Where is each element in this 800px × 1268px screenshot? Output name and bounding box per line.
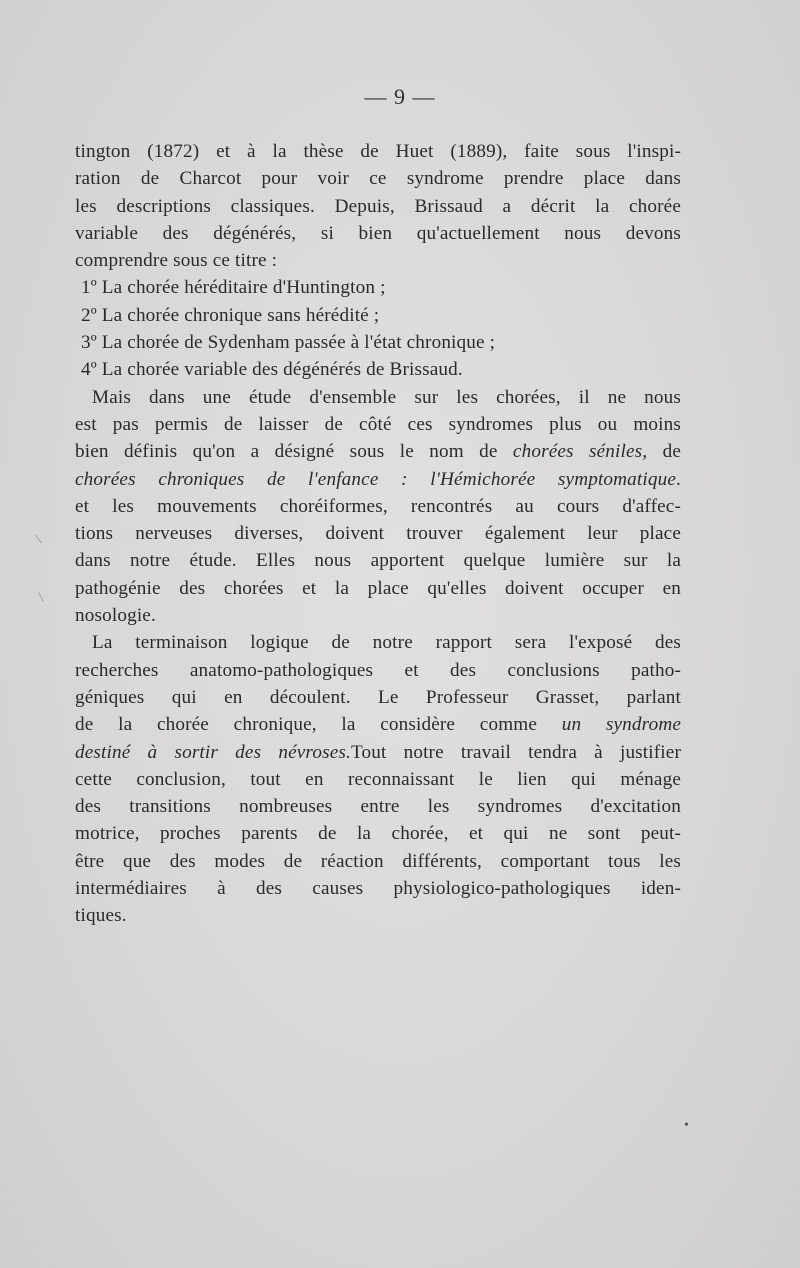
text-line bbox=[75, 848, 681, 875]
text-run: tions nerveuses diverses, doivent trouver également leur place bbox=[75, 523, 681, 545]
ink-speck: • bbox=[684, 1118, 689, 1133]
text-line bbox=[75, 493, 681, 520]
margin-mark: / bbox=[34, 590, 49, 605]
text-line bbox=[75, 411, 681, 438]
text-run: pathogénie des chorées et la place qu'elles doivent occuper en bbox=[75, 577, 681, 599]
text-line bbox=[75, 629, 681, 656]
text-run: les descriptions classiques. Depuis, Brissaud a décrit la chorée bbox=[75, 195, 681, 217]
text-line bbox=[75, 165, 681, 192]
text-line bbox=[75, 547, 681, 574]
text-line bbox=[75, 247, 681, 274]
text-line bbox=[75, 302, 681, 329]
text-run: géniques qui en découlent. Le Professeur Grasset, parlant bbox=[75, 686, 681, 708]
text-line bbox=[75, 274, 681, 301]
text-run: recherches anatomo-pathologiques et des conclusions patho- bbox=[75, 659, 681, 681]
text-run: dans notre étude. Elles nous apportent quelque lumière sur la bbox=[75, 550, 681, 572]
text-run: et les mouvements choréiformes, rencontrés au cours d'affec- bbox=[75, 495, 681, 517]
text-run: des transitions nombreuses entre les syndromes d'excitation bbox=[75, 796, 681, 818]
text-run: tington (1872) et à la thèse de Huet (1889), faite sous l'inspi- bbox=[75, 141, 681, 162]
text-run: être que des modes de réaction différents, comportant tous les bbox=[75, 850, 681, 872]
text-run: nosologie. bbox=[75, 605, 156, 627]
italic-text: chorées chroniques de l'enfance : l'Hémichorée symptomatique bbox=[75, 468, 677, 490]
italic-text: un syndrome bbox=[561, 714, 681, 736]
text-run: Tout notre travail tendra à justifier bbox=[350, 741, 681, 763]
text-line bbox=[75, 575, 681, 602]
text-run: La terminaison logique de notre rapport sera l'exposé des bbox=[92, 632, 681, 654]
text-run: ration de Charcot pour voir ce syndrome prendre place dans bbox=[75, 168, 681, 190]
text-line bbox=[75, 356, 681, 383]
margin-mark: / bbox=[32, 533, 47, 546]
text-line bbox=[75, 793, 681, 820]
text-line bbox=[75, 820, 681, 847]
text-line bbox=[75, 438, 681, 465]
text-run: 2º La chorée chronique sans hérédité ; bbox=[81, 304, 380, 326]
text-line bbox=[75, 902, 681, 929]
text-line bbox=[75, 711, 681, 738]
italic-text: destiné à sortir des névroses. bbox=[75, 741, 351, 763]
text-line bbox=[75, 466, 681, 493]
text-run: de bbox=[647, 441, 682, 463]
text-run: 3º La chorée de Sydenham passée à l'état chronique ; bbox=[81, 332, 496, 354]
text-run: motrice, proches parents de la chorée, et qui ne sont peut- bbox=[75, 823, 681, 845]
text-run: 1º La chorée héréditaire d'Huntington ; bbox=[81, 277, 386, 299]
italic-text: chorées séniles, bbox=[512, 441, 648, 463]
text-run: . bbox=[676, 468, 681, 490]
text-line bbox=[75, 138, 681, 165]
text-run: cette conclusion, tout en reconnaissant le lien qui ménage bbox=[75, 768, 681, 790]
text-line bbox=[75, 766, 681, 793]
text-run: comprendre sous ce titre : bbox=[75, 250, 278, 272]
text-line bbox=[75, 520, 681, 547]
text-line bbox=[75, 684, 681, 711]
text-line bbox=[75, 220, 681, 247]
text-run: variable des dégénérés, si bien qu'actuellement nous devons bbox=[75, 222, 681, 244]
text-line bbox=[75, 193, 681, 220]
text-line bbox=[75, 739, 681, 766]
text-run: de la chorée chronique, la considère comme bbox=[75, 714, 562, 736]
text-run: est pas permis de laisser de côté ces syndromes plus ou moins bbox=[75, 413, 681, 435]
text-run: 4º La chorée variable des dégénérés de Brissaud. bbox=[81, 359, 463, 381]
body-text bbox=[75, 138, 681, 930]
page-number: — 9 — bbox=[364, 84, 436, 109]
text-run: bien définis qu'on a désigné sous le nom de bbox=[75, 441, 513, 463]
text-run: Mais dans une étude d'ensemble sur les chorées, il ne nous bbox=[92, 386, 681, 408]
text-line bbox=[75, 329, 681, 356]
text-line bbox=[75, 875, 681, 902]
text-run: tiques. bbox=[75, 905, 127, 927]
text-line bbox=[75, 657, 681, 684]
text-line bbox=[75, 384, 681, 411]
text-line bbox=[75, 602, 681, 629]
text-run: intermédiaires à des causes physiologico-pathologiques iden- bbox=[75, 878, 681, 900]
